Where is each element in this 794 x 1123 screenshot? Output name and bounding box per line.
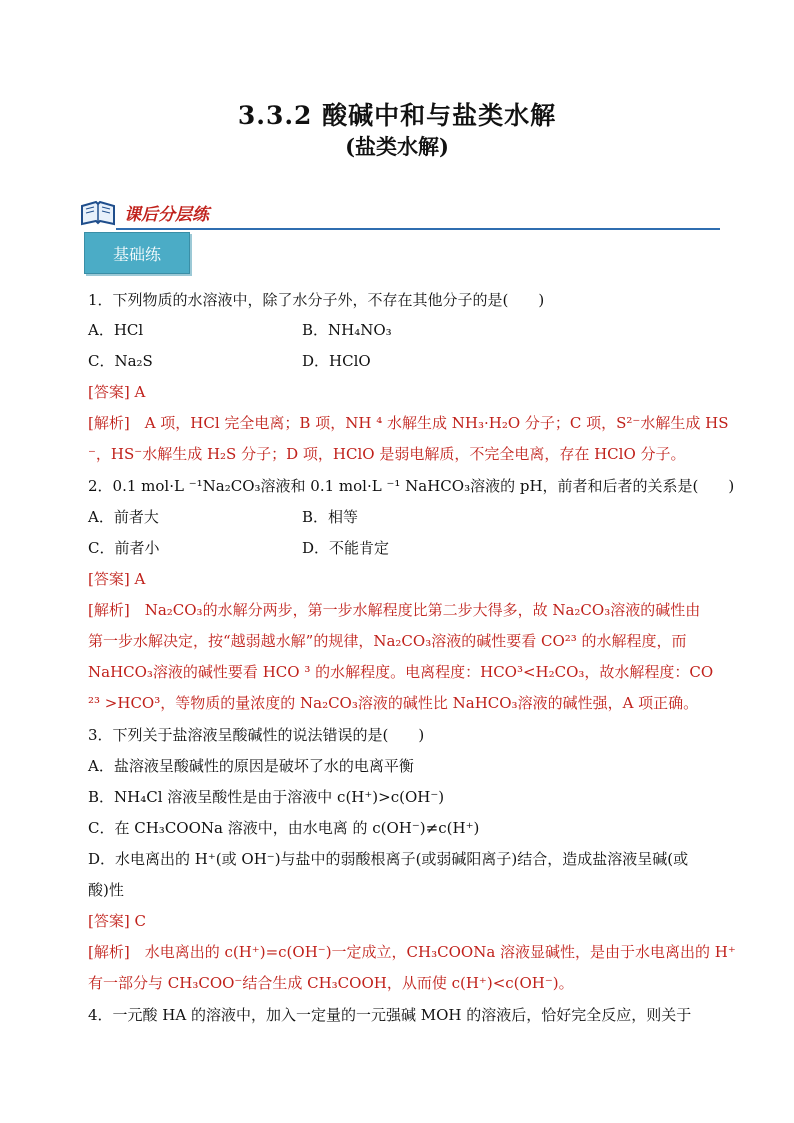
q3-answer: [答案] C [88, 912, 146, 930]
q3-option-a: A．盐溶液呈酸碱性的原因是破坏了水的电离平衡 [88, 757, 414, 775]
question-2-stem: 2．0.1 mol·L ⁻¹Na₂CO₃溶液和 0.1 mol·L ⁻¹ NaHCO₃溶液的 pH，前者和后者的关系是( ) [88, 477, 735, 495]
q2-analysis-line-4: ²³ >HCO³，等物质的量浓度的 Na₂CO₃溶液的碱性比 NaHCO₃溶液的碱性强，A 项正确。 [88, 694, 699, 712]
page-subtitle: (盐类水解) [345, 134, 449, 159]
q3-analysis-line-1: [解析] 水电离出的 c(H⁺)=c(OH⁻)一定成立，CH₃COONa 溶液显碱性，是由于水电离出的 H⁺ [88, 943, 736, 961]
page-title: 3.3.2 酸碱中和与盐类水解 [237, 101, 557, 130]
q1-analysis-line-1: [解析] A 项，HCl 完全电离；B 项，NH ⁴ 水解生成 NH₃·H₂O 分子；C 项，S²⁻水解生成 HS [88, 414, 729, 432]
q1-analysis-line-2: ⁻，HS⁻水解生成 H₂S 分子；D 项，HClO 是弱电解质，不完全电离，存在 HClO 分子。 [88, 445, 686, 463]
question-1-stem: 1．下列物质的水溶液中，除了水分子外，不存在其他分子的是( ) [88, 291, 545, 309]
question-4-stem: 4．一元酸 HA 的溶液中，加入一定量的一元强碱 MOH 的溶液后，恰好完全反应，则关于 [88, 1006, 692, 1024]
q3-option-b: B．NH₄Cl 溶液呈酸性是由于溶液中 c(H⁺)>c(OH⁻) [88, 788, 445, 806]
q3-option-c: C．在 CH₃COONa 溶液中，由水电离 的 c(OH⁻)≠c(H⁺) [88, 819, 480, 837]
section-header [78, 198, 720, 230]
q2-answer: [答案] A [88, 570, 146, 588]
question-3-stem: 3．下列关于盐溶液呈酸碱性的说法错误的是( ) [88, 726, 425, 744]
section-divider [116, 228, 720, 230]
q2-analysis-line-2: 第一步水解决定，按“越弱越水解”的规律，Na₂CO₃溶液的碱性要看 CO²³ 的水解程度，而 [88, 632, 687, 650]
q3-option-d-line-2: 酸)性 [88, 881, 124, 899]
q2-analysis-line-3: NaHCO₃溶液的碱性要看 HCO ³ 的水解程度。电离程度：HCO³<H₂CO₃，故水解程度：CO [88, 663, 714, 681]
q1-option-a: A．HCl [88, 321, 144, 339]
q1-option-c: C．Na₂S [88, 352, 153, 370]
q1-option-d: D．HClO [302, 352, 371, 370]
q2-analysis-line-1: [解析] Na₂CO₃的水解分两步，第一步水解程度比第二步大得多，故 Na₂CO₃溶液的碱性由 [88, 601, 701, 619]
q2-option-a: A．前者大 [88, 508, 159, 526]
q1-answer: [答案] A [88, 383, 146, 401]
level-badge [84, 232, 190, 274]
q1-option-b: B．NH₄NO₃ [302, 321, 392, 339]
q3-analysis-line-2: 有一部分与 CH₃COO⁻结合生成 CH₃COOH，从而使 c(H⁺)<c(OH⁻)。 [88, 974, 574, 992]
section-label: 课后分层练 [124, 205, 209, 225]
q2-option-b: B．相等 [302, 508, 359, 526]
book-icon [78, 198, 118, 228]
q2-option-d: D．不能肯定 [302, 539, 390, 557]
q2-option-c: C．前者小 [88, 539, 160, 557]
level-badge-label: 基础练 [112, 245, 161, 264]
q3-option-d-line-1: D．水电离出的 H⁺(或 OH⁻)与盐中的弱酸根离子(或弱碱阳离子)结合，造成盐溶液呈碱(或 [88, 850, 689, 868]
